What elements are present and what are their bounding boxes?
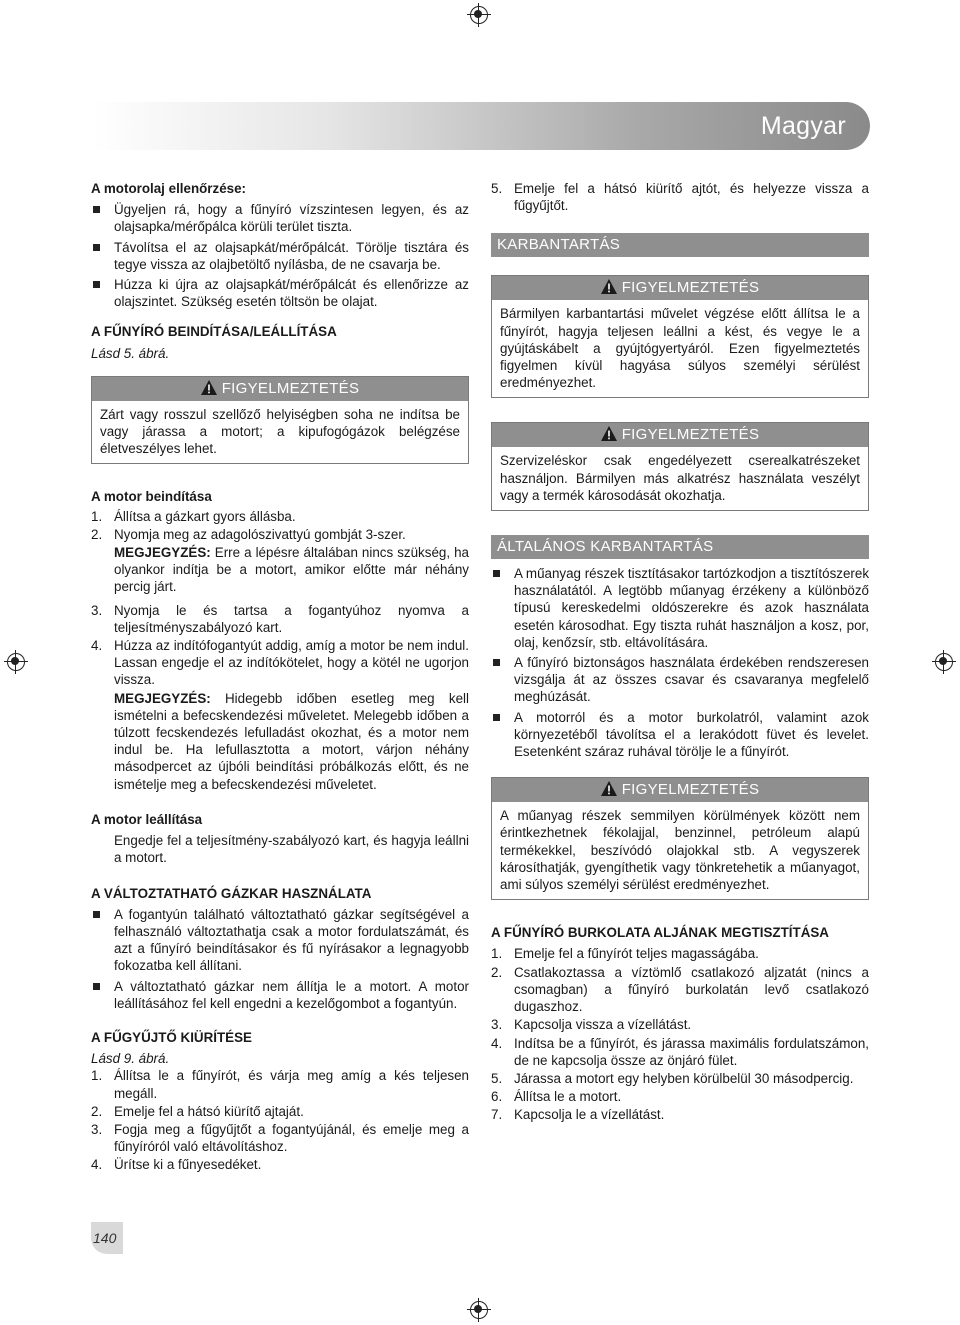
list-item: A fűnyíró biztonságos használata érdekében rendszeresen vizsgálja át az összes csavar és csavaranya megfelelő meghúzását. xyxy=(491,654,869,706)
list-item: A műanyag részek tisztításakor tartózkodjon a tisztítószerek használatától. A legtöbb műanyag érzékeny a különböző típusú kereskedelmi oldószerekre és azok használata esetén károsodhat. Egy tiszta ruhát használjon a kosz, por, olaj, kenőzsír, stb. eltávolítására. xyxy=(491,565,869,651)
warning-triangle-icon xyxy=(601,781,617,796)
list-item: 6. Állítsa le a motort. xyxy=(491,1089,622,1105)
list-item: 5. Emelje fel a hátsó kiürítő ajtót, és helyezze vissza a fűgyűjtőt. xyxy=(491,181,869,214)
note: MEGJEGYZÉS: Hidegebb időben esetleg meg kell ismételni a befecskendezési műveletet. Melegebb időben a túlzott fecskendezés lefulladást okozhat, és a motor nem indul be. Ha lefullasztotta a motort, várjon néhány másodpercet az újbóli beindítási próbálkozás előtt, és ne ismételje meg a befecskendezési műveletet. xyxy=(114,690,469,792)
header-banner xyxy=(92,102,870,150)
registration-mark-left-icon xyxy=(4,650,28,674)
warning-box xyxy=(491,422,869,511)
list-item: 1. Emelje fel a fűnyírót teljes magasságába. xyxy=(491,946,759,962)
throttle-heading: A VÁLTOZTATHATÓ GÁZKAR HASZNÁLATA xyxy=(91,885,372,901)
list-item: 4. Ürítse ki a fűnyesedéket. xyxy=(91,1157,262,1173)
warning-header: FIGYELMEZTETÉS xyxy=(492,276,868,300)
warning-box xyxy=(491,777,869,900)
page-number: 140 xyxy=(91,1222,123,1254)
warning-header: FIGYELMEZTETÉS xyxy=(492,423,868,447)
list-item: 1. Állítsa le a fűnyírót, és várja meg amíg a kés teljesen megáll. xyxy=(91,1068,469,1101)
list-item: 7. Kapcsolja le a vízellátást. xyxy=(491,1107,665,1123)
bullet-square-icon xyxy=(93,244,100,251)
warning-text: Bármilyen karbantartási művelet végzése előtt állítsa le a fűnyírót, hagyja teljesen leállni a kést, és vegye le a gyújtáskábelt a gyújtógyertyáról. Ezen figyelmeztetés figyelmen kívül hagyása súlyos személyi sérülést eredményezhet. xyxy=(500,306,860,391)
motor-stop-text: Engedje fel a teljesítmény-szabályozó kart, és hagyja leállni a motort. xyxy=(114,833,469,866)
registration-mark-top-icon xyxy=(467,3,491,27)
warning-header: FIGYELMEZTETÉS xyxy=(492,778,868,802)
motor-stop-heading: A motor leállítása xyxy=(91,811,203,827)
list-item: 4. Indítsa be a fűnyírót, és járassa maximális fordulatszámon, de ne kapcsolja össze az önjáró fület. xyxy=(491,1035,869,1068)
bullet-square-icon xyxy=(93,983,100,990)
warning-header: FIGYELMEZTETÉS xyxy=(92,377,468,401)
bullet-square-icon xyxy=(493,570,500,577)
registration-mark-right-icon xyxy=(932,650,956,674)
grass-bag-heading: A FŰGYŰJTŐ KIÜRÍTÉSE xyxy=(91,1029,252,1045)
bullet-square-icon xyxy=(493,659,500,666)
registration-mark-bottom-icon xyxy=(467,1298,491,1322)
section-bar-maintenance: KARBANTARTÁS xyxy=(491,233,869,257)
list-item: 3. Kapcsolja vissza a vízellátást. xyxy=(491,1017,692,1033)
list-item: Húzza ki újra az olajsapkát/mérőpálcát és ellenőrizze az olajszintet. Szükség esetén töltsön be olajat. xyxy=(91,276,469,310)
warning-box xyxy=(91,376,469,465)
right-column xyxy=(491,180,869,1125)
list-item: A változtatható gázkar nem állítja le a motort. A motor leállításához fel kell engedni a kezelőgombot a fogantyún. xyxy=(91,978,469,1012)
left-column xyxy=(91,180,469,1175)
list-item: Távolítsa el az olajsapkát/mérőpálcát. Törölje tisztára és tegye vissza az olajbetöltő nyílásba, de ne csavarja be. xyxy=(91,239,469,273)
figure-ref: Lásd 9. ábrá. xyxy=(91,1051,170,1067)
warning-text: A műanyag részek semmilyen körülmények között nem érintkezhetnek fékolajjal, benzinnel, petróleum alapú termékekkel, beszívódó olajokkal stb. A vegyszerek károsíthatják, gyengíthetik vagy tönkretehetik a műanyagot, ami súlyos személyi sérülést eredményezhet. xyxy=(500,808,860,893)
warning-triangle-icon xyxy=(601,279,617,294)
warning-box xyxy=(491,275,869,398)
warning-text: Zárt vagy rosszul szellőző helyiségben soha ne indítsa be vagy járassa a motort; a kipufogógázok belégzése életveszélyes lehet. xyxy=(100,406,460,457)
list-item: 2. Nyomja meg az adagolószivattyú gombját 3-szer. xyxy=(91,526,406,542)
language-title: Magyar xyxy=(760,112,846,140)
section-bar-general-maintenance: ÁLTALÁNOS KARBANTARTÁS xyxy=(491,535,869,559)
oil-check-heading: A motorolaj ellenőrzése: xyxy=(91,181,247,196)
list-item: A motorról és a motor burkolatról, valamint azok környezetéből távolítsa el a lerakódott füvet és levelet. Esetenként száraz ruhával törölje le a fűnyírót. xyxy=(491,709,869,761)
bullet-square-icon xyxy=(493,714,500,721)
start-stop-heading: A FŰNYÍRÓ BEINDÍTÁSA/LEÁLLÍTÁSA xyxy=(91,324,337,340)
list-item: 4. Húzza az indítófogantyút addig, amíg a motor be nem indul. Lassan engedje el az indítókötelet, hogy a kötél ne ugorjon vissza. xyxy=(91,638,469,688)
bullet-square-icon xyxy=(93,281,100,288)
list-item: 2. Csatlakoztassa a víztömlő csatlakozó aljzatát (nincs a csomagban) a fűnyíró burkolatán levő csatlakozó dugaszhoz. xyxy=(491,964,869,1015)
list-item: 2. Emelje fel a hátsó kiürítő ajtaját. xyxy=(91,1103,304,1119)
warning-triangle-icon xyxy=(601,426,617,441)
warning-text: Szervizeléskor csak engedélyezett cserealkatrészeket használjon. Bármilyen más alkatrész használata veszélyt vagy a termék károsodását okozhatja. xyxy=(500,453,860,503)
motor-start-heading: A motor beindítása xyxy=(91,489,212,505)
list-item: Ügyeljen rá, hogy a fűnyíró vízszintesen legyen, és az olajsapka/mérőpálca körüli terület tiszta. xyxy=(91,201,469,235)
note: MEGJEGYZÉS: Erre a lépésre általában nincs szükség, ha olyankor indítja be a motort, amikor előtte már néhány percig járt. xyxy=(114,545,469,595)
list-item: 5. Járassa a motort egy helyben körülbelül 30 másodpercig. xyxy=(491,1070,854,1086)
warning-triangle-icon xyxy=(201,380,217,395)
bullet-square-icon xyxy=(93,206,100,213)
list-item: 1. Állítsa a gázkart gyors állásba. xyxy=(91,508,296,524)
figure-ref: Lásd 5. ábrá. xyxy=(91,345,170,361)
bullet-square-icon xyxy=(93,911,100,918)
list-item: 3. Nyomja le és tartsa a fogantyúhoz nyomva a teljesítményszabályozó kart. xyxy=(91,602,469,635)
list-item: A fogantyún található változtatható gázkar segítségével a felhasználó változtathatja csak a motor fordulatszámát, és azt a fűnyíró beindításakor és fű nyírásakor a legnagyobb fokozatba kell állítani. xyxy=(91,906,469,975)
list-item: 3. Fogja meg a fűgyűjtőt a fogantyújánál, és emelje meg a fűnyíróról való eltávolításhoz. xyxy=(91,1121,469,1155)
deck-clean-heading: A FŰNYÍRÓ BURKOLATA ALJÁNAK MEGTISZTÍTÁSA xyxy=(491,925,829,941)
